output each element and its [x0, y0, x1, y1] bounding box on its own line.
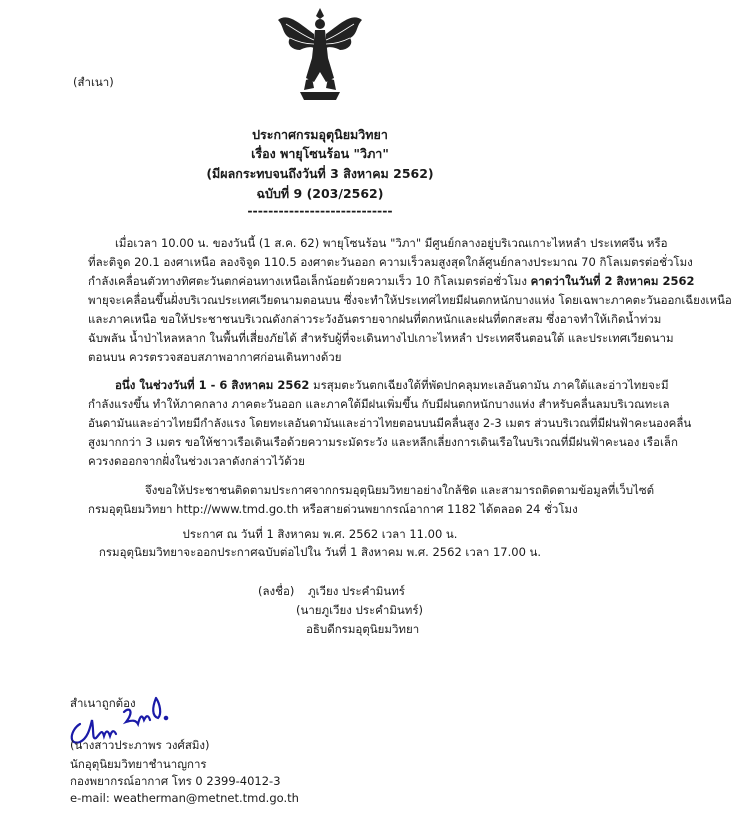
- forecast-highlight: คาดว่าในวันที่ 2 สิงหาคม 2562: [530, 274, 695, 288]
- announcement-effective: (มีผลกระทบจนถึงวันที่ 3 สิงหาคม 2562): [206, 166, 434, 181]
- period-highlight: อนึ่ง ในช่วงวันที่ 1 - 6 สิงหาคม 2562: [115, 378, 310, 392]
- certifier-division-phone: กองพยากรณ์อากาศ โทร 0 2399-4012-3: [70, 774, 281, 788]
- text-line: เมื่อเวลา 10.00 น. ของวันนี้ (1 ส.ค. 62) พายุโซนร้อน "วิภา" มีศูนย์กลางอยู่บริเวณเกาะไหหลำ ประเทศจีน หรือ: [115, 236, 668, 250]
- announcement-org: ประกาศกรมอุตุนิยมวิทยา: [252, 127, 388, 142]
- announced-date: ประกาศ ณ วันที่ 1 สิงหาคม พ.ศ. 2562 เวลา 11.00 น.: [182, 527, 458, 541]
- title-divider: ----------------------------: [247, 203, 393, 218]
- text-line: ตอนบน ควรตรวจสอบสภาพอากาศก่อนเดินทางด้วย: [88, 350, 342, 364]
- announcement-subject: เรื่อง พายุโซนร้อน "วิภา": [251, 146, 389, 161]
- certifier-name: (นางสาวประภาพร วงศ์สมิง): [70, 738, 210, 752]
- next-issue-note: กรมอุตุนิยมวิทยาจะออกประกาศฉบับต่อไปใน วันที่ 1 สิงหาคม พ.ศ. 2562 เวลา 17.00 น.: [98, 545, 542, 559]
- signatory-position: อธิบดีกรมอุตุนิยมวิทยา: [306, 622, 420, 636]
- certifier-position: นักอุตุนิยมวิทยาชำนาญการ: [70, 757, 207, 771]
- text-line: ฉับพลัน น้ำป่าไหลหลาก ในพื้นที่เสี่ยงภัยได้ สำหรับผู้ที่จะเดินทางไปเกาะไหหลำ ประเทศจีนตอนใต้ และประเทศเวียดนาม: [88, 331, 674, 345]
- text-line: อันดามันและอ่าวไทยมีกำลังแรง โดยทะเลอันดามันและอ่าวไทยตอนบนมีคลื่นสูง 2-3 เมตร ส่วนบริเวณที่มีฝนฟ้าคะนองคลื่น: [88, 416, 692, 430]
- text-line: ที่ละติจูด 20.1 องศาเหนือ ลองจิจูด 110.5 องศาตะวันออก ความเร็วลมสูงสุดใกล้ศูนย์กลางประมาณ 70 กิโลเมตรต่อชั่วโมง: [88, 255, 693, 269]
- text-line: สูงมากกว่า 3 เมตร ขอให้ชาวเรือเดินเรือด้วยความระมัดระวัง และหลีกเลี่ยงการเดินเรือในบริเวณที่มีฝนฟ้าคะนอง เรือเล็ก: [88, 435, 678, 449]
- signed-label: (ลงชื่อ): [258, 584, 295, 598]
- text-line: อนึ่ง ในช่วงวันที่ 1 - 6 สิงหาคม 2562 มรสุมตะวันตกเฉียงใต้ที่พัดปกคลุมทะเลอันดามัน ภาคใต้และอ่าวไทยจะมี: [115, 378, 669, 392]
- garuda-emblem-icon: [270, 4, 370, 104]
- text-line: ควรงดออกจากฝั่งในช่วงเวลาดังกล่าวไว้ด้วย: [88, 454, 305, 468]
- text-line: พายุจะเคลื่อนขึ้นฝั่งบริเวณประเทศเวียดนามตอนบน ซึ่งจะทำให้ประเทศไทยมีฝนตกหนักบางแห่ง โดยเฉพาะภาคตะวันออกเฉียงเหนือ: [88, 293, 732, 307]
- certified-label: สำเนาถูกต้อง: [70, 696, 136, 710]
- signatory-full-name: (นายภูเวียง ประคำมินทร์): [296, 603, 424, 617]
- copy-label: (สำเนา): [73, 75, 114, 89]
- text-line: และภาคเหนือ ขอให้ประชาชนบริเวณดังกล่าวระวังอันตรายจากฝนที่ตกหนักและฝนที่ตกสะสม ซึ่งอาจทำให้เกิดน้ำท่วม: [88, 312, 662, 326]
- text-line: กำลังเคลื่อนตัวทางทิศตะวันตกค่อนทางเหนือเล็กน้อยด้วยความเร็ว 10 กิโลเมตรต่อชั่วโมง คาดว่าในวันที่ 2 สิงหาคม 2562: [88, 274, 695, 288]
- text-line: จึงขอให้ประชาชนติดตามประกาศจากกรมอุตุนิยมวิทยาอย่างใกล้ชิด และสามารถติดตามข้อมูลที่เว็บไซต์: [145, 483, 655, 497]
- signed-name: ภูเวียง ประคำมินทร์: [308, 584, 405, 598]
- announcement-issue: ฉบับที่ 9 (203/2562): [256, 186, 384, 201]
- text-line: กำลังแรงขึ้น ทำให้ภาคกลาง ภาคตะวันออก และภาคใต้มีฝนเพิ่มขึ้น กับมีฝนตกหนักบางแห่ง สำหรับคลื่นลมบริเวณทะเล: [88, 397, 670, 411]
- certifier-email: e-mail: weatherman@metnet.tmd.go.th: [70, 791, 299, 805]
- text-line: กรมอุตุนิยมวิทยา http://www.tmd.go.th หรือสายด่วนพยากรณ์อากาศ 1182 ได้ตลอด 24 ชั่วโมง: [88, 502, 578, 516]
